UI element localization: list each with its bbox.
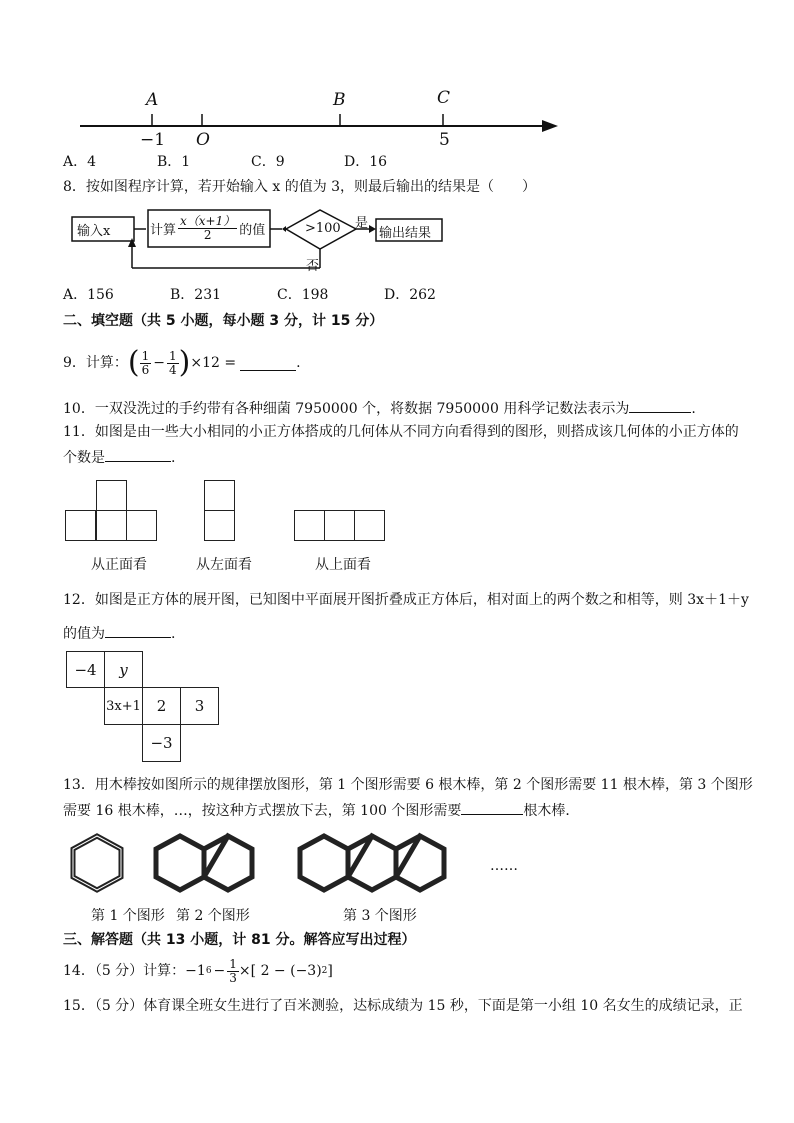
point-b-label: B (333, 90, 346, 110)
tick-neg1: −1 (140, 130, 166, 150)
caption-figure-3: 第 3 个图形 (343, 908, 417, 924)
flow-calc-suffix: 的值 (239, 222, 266, 238)
q8-option-a: A．156 (63, 287, 114, 303)
q13-line2-b: 根木棒． (523, 803, 580, 819)
q10: 10．一双没洗过的手约带有各种细菌 7950000 个，将数据 7950000 用科学记数法表示为 . (63, 398, 696, 419)
q8-option-d: D．262 (384, 287, 436, 303)
net-cell: 2 (142, 687, 181, 725)
q9-frac-b-num: 1 (169, 348, 177, 363)
caption-front-view: 从正面看 (91, 557, 147, 573)
tick-origin: O (196, 130, 210, 150)
net-cell: y (104, 651, 143, 688)
q13-line2 (63, 800, 579, 821)
q7-option-c: C．9 (251, 154, 285, 170)
q9-answer-blank[interactable] (240, 356, 296, 371)
flow-yes: 是 (355, 216, 369, 231)
q14-prefix: 14．（5 分）计算： (63, 963, 186, 979)
q13-line1: 13．用木棒按如图所示的规律摆放图形，第 1 个图形需要 6 根木棒，第 2 个图形需要 11 根木棒，第 3 个图形 (63, 777, 753, 793)
flow-calc-label (150, 212, 265, 244)
q8-option-b: B．231 (170, 287, 222, 303)
q10-text: 10．一双没洗过的手约带有各种细菌 7950000 个，将数据 7950000 用科学记数法表示为 (63, 401, 630, 417)
flow-calc-prefix: 计算 (150, 222, 177, 238)
q9-frac-b-den: 4 (169, 362, 177, 377)
q8-option-c: C．198 (277, 287, 329, 303)
q9-frac-a (140, 350, 152, 377)
caption-figure-2: 第 2 个图形 (176, 908, 250, 924)
q14-frac-den: 3 (229, 970, 237, 985)
q14-frac (227, 958, 239, 985)
flow-output-label: 输出结果 (379, 226, 432, 241)
q14-expr-a: −1 (185, 963, 206, 979)
q14 (63, 954, 333, 988)
q14-close: ] (327, 963, 333, 979)
q7-option-d: D．16 (344, 154, 388, 170)
flow-calc-fraction (178, 215, 237, 242)
q13-line2-a: 需要 16 根木棒，…，按这种方式摆放下去，第 100 个图形需要 (63, 803, 462, 819)
flow-calc-num: x（x+1） (180, 213, 236, 228)
q10-answer-blank[interactable] (629, 398, 691, 413)
flow-input-label: 输入x (77, 224, 111, 239)
net-cell: 3 (180, 687, 219, 725)
q8-stem: 8．按如图程序计算，若开始输入 x 的值为 3，则最后输出的结果是（ ） (63, 179, 537, 195)
q12-line2: 的值为 . (63, 623, 175, 644)
q9-frac-a-num: 1 (141, 348, 150, 363)
q14-expr-b: × (238, 963, 251, 979)
q14-minus: − (213, 963, 226, 979)
section3-title: 三、解答题（共 13 小题，计 81 分。解答应写出过程） (63, 932, 416, 948)
q15-text: 15．（5 分）体育课全班女生进行了百米测验，达标成绩为 15 秒，下面是第一小组 10 名女生的成绩记录，正 (63, 998, 743, 1014)
matchstick-figures (60, 822, 480, 902)
q12-line1: 12．如图是正方体的展开图，已知图中平面展开图折叠成正方体后，相对面上的两个数之和相等，则 3x＋1＋y (63, 592, 749, 608)
net-cell: −4 (66, 651, 105, 688)
point-c-label: C (437, 88, 451, 108)
q9-frac-b (167, 350, 179, 377)
flow-calc-den: 2 (203, 227, 212, 242)
q11-line1: 11．如图是由一些大小相同的小正方体搭成的几何体从不同方向看得到的图形，则搭成该几何体的小正方体的 (63, 424, 739, 440)
q9: 9．计算： ( $\frac{1}{6}$ − $\frac{1}{4}$ ) ×12 = . (63, 345, 301, 380)
q7-option-a: A．4 (63, 154, 97, 170)
q14-bracket: [ 2 − (−3) (250, 963, 322, 979)
q11-answer-blank[interactable] (105, 447, 171, 462)
q11-line2: 个数是 . (63, 447, 175, 468)
q14-frac-num: 1 (229, 956, 237, 971)
net-cell: 3x+1 (104, 687, 143, 725)
tick-five: 5 (439, 130, 450, 150)
caption-left-view: 从左面看 (196, 557, 252, 573)
q12-line2-text: 的值为 (63, 626, 105, 642)
caption-figure-1: 第 1 个图形 (91, 908, 165, 924)
caption-top-view: 从上面看 (315, 557, 371, 573)
q14-exp2: 2 (321, 966, 328, 976)
q11-line2-text: 个数是 (63, 450, 105, 466)
point-a-label: A (146, 90, 159, 110)
net-cell: −3 (142, 724, 181, 762)
q13-continuation-dots: …… (490, 858, 518, 874)
q13-answer-blank[interactable] (461, 800, 523, 815)
q9-frac-a-den: 6 (141, 362, 150, 377)
q9-prefix: 9．计算： (63, 355, 128, 371)
q7-option-b: B．1 (157, 154, 191, 170)
q14-exp6: 6 (205, 966, 212, 976)
flow-no: 否 (306, 259, 320, 274)
q9-suffix: ×12 = (190, 355, 237, 371)
section2-title: 二、填空题（共 5 小题，每小题 3 分，计 15 分） (63, 313, 384, 329)
flow-condition: >100 (305, 221, 341, 236)
q12-answer-blank[interactable] (105, 623, 171, 638)
